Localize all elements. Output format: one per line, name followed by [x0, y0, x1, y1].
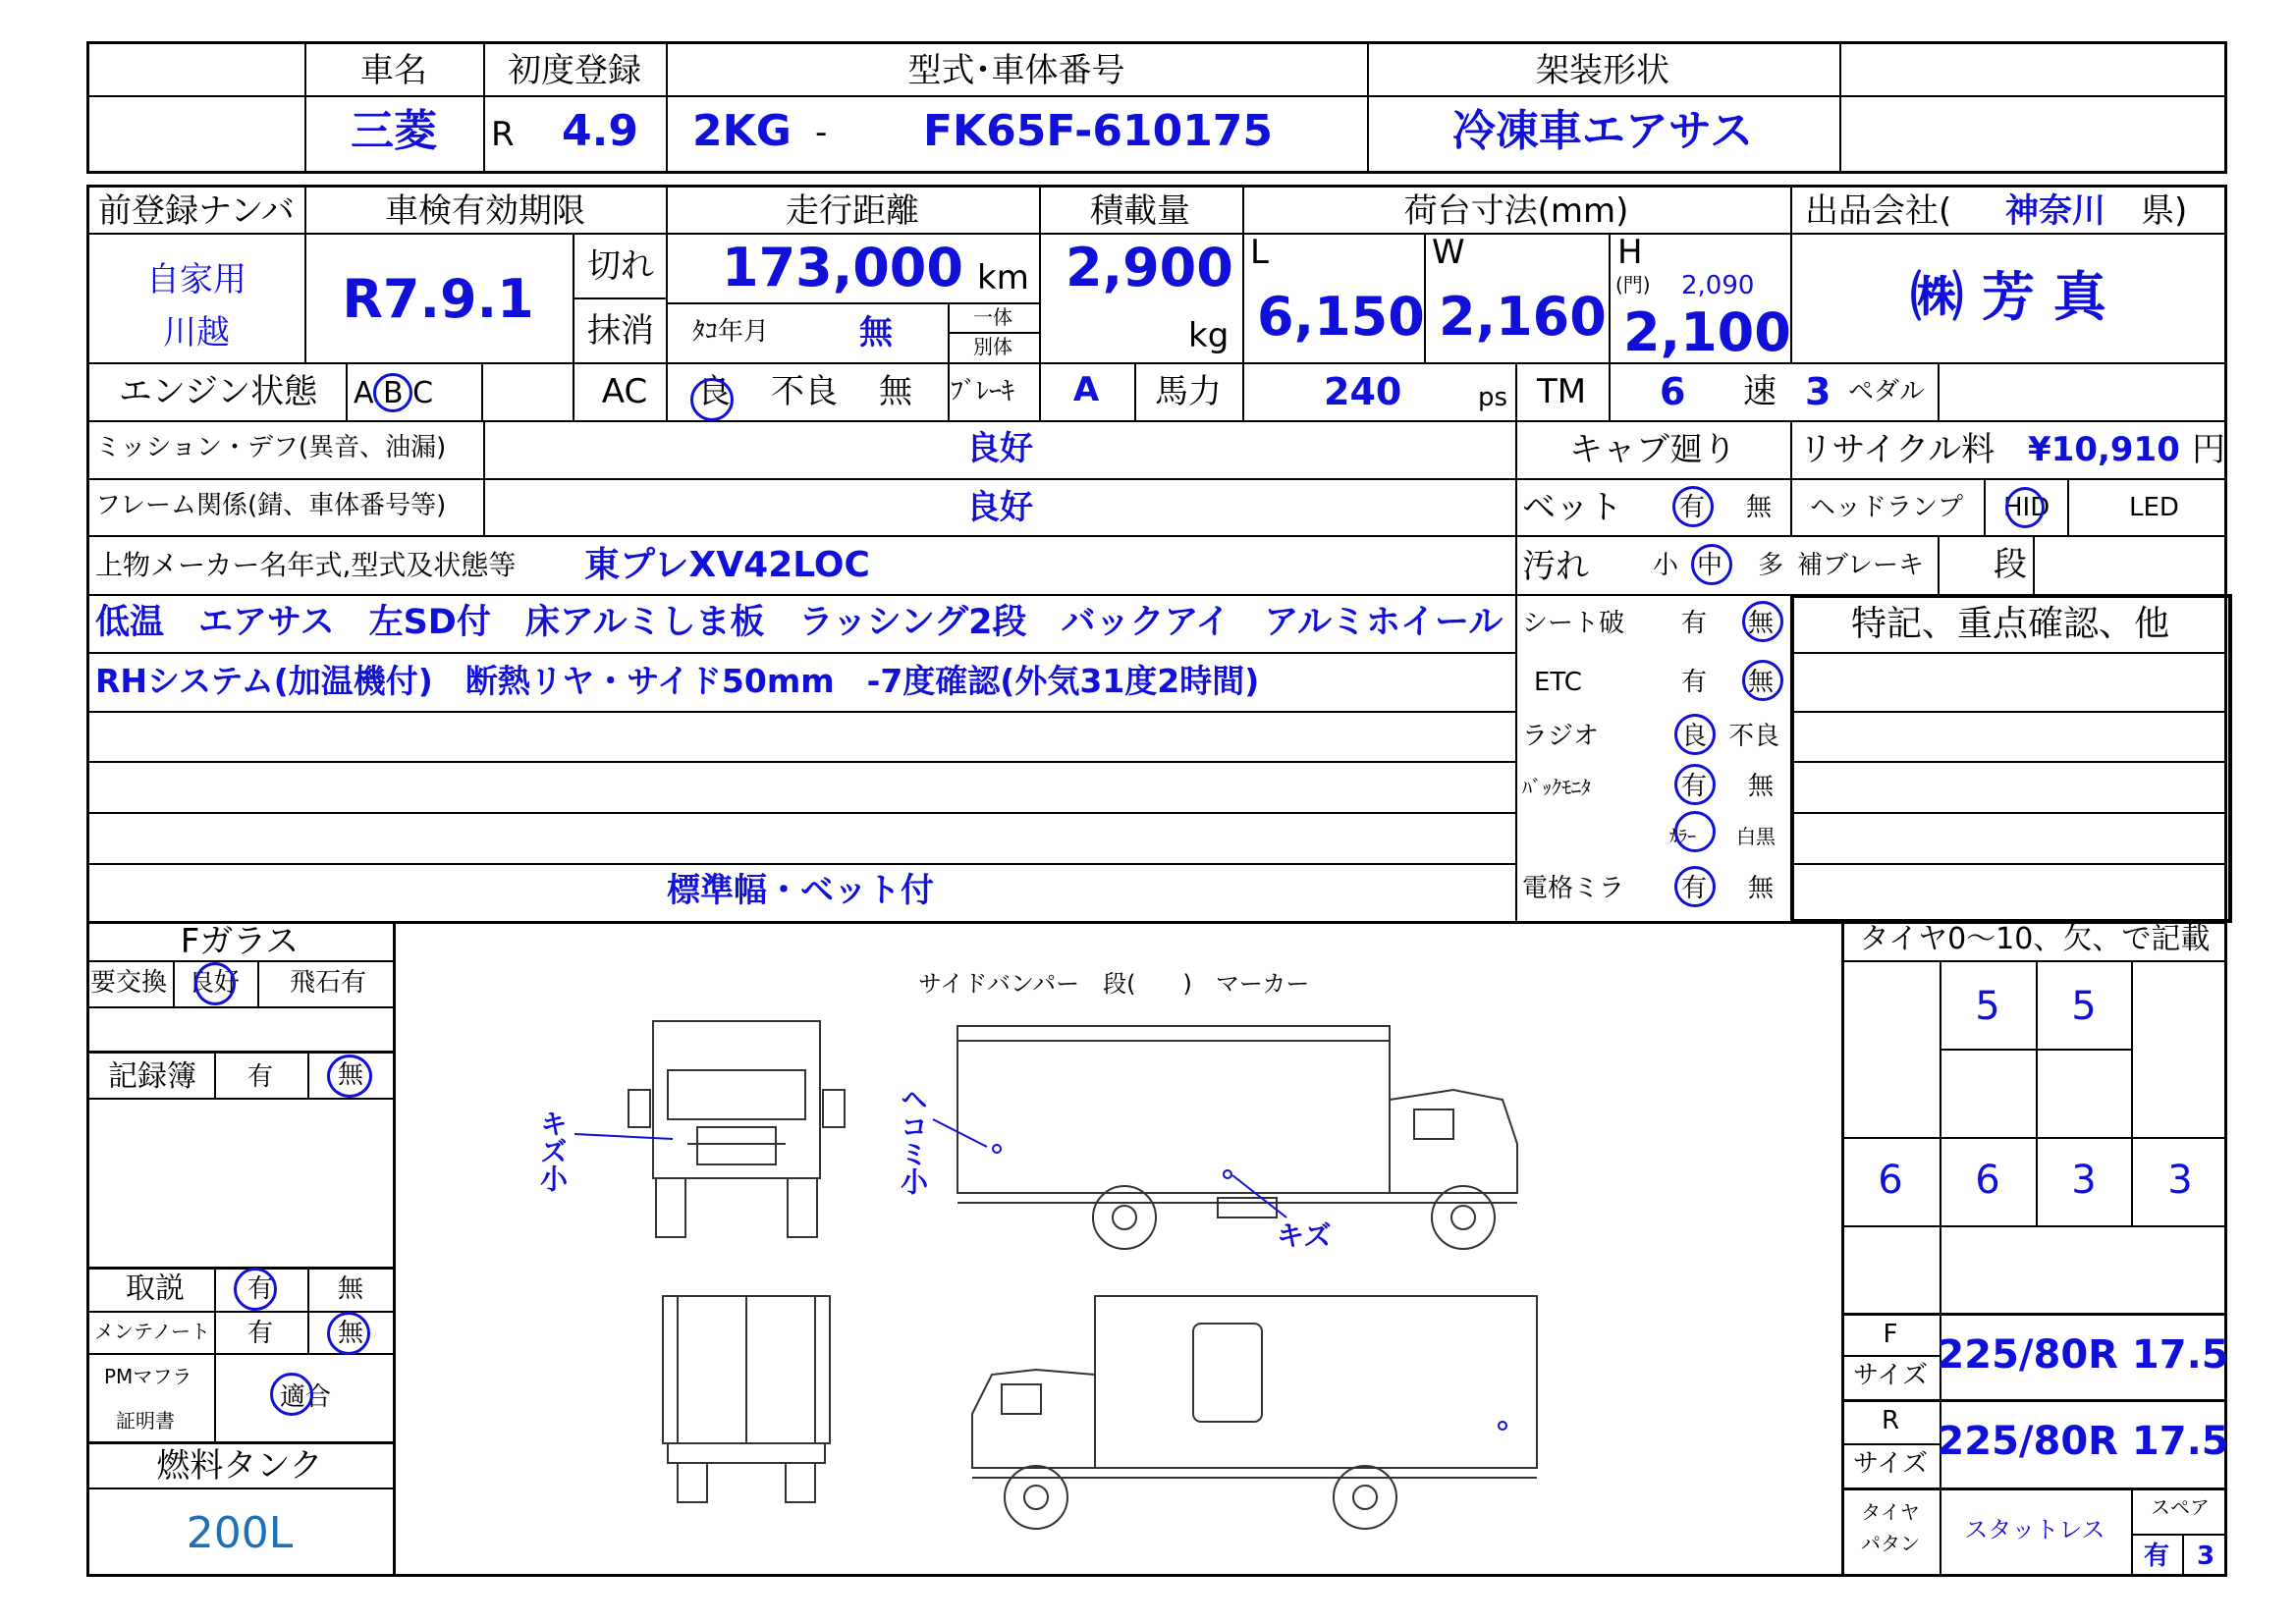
- rear-tyre-size: 225/80R 17.5: [1937, 1419, 2229, 1464]
- grid-line: [86, 420, 2227, 422]
- record-label: 記録簿: [108, 1059, 196, 1094]
- grid-line: [1841, 1399, 2227, 1402]
- radio-bad: 不良: [1728, 722, 1780, 751]
- tyre-front-right: 5: [2071, 984, 2097, 1029]
- km-unit: km: [977, 258, 1029, 298]
- body-label: 架装形状: [1536, 51, 1669, 90]
- scratch-note: キズ: [1277, 1219, 1332, 1252]
- seat-yes: 有: [1681, 609, 1708, 638]
- load-label: 積載量: [1090, 191, 1190, 231]
- bed-yes-circle: [1672, 486, 1714, 527]
- grid-line: [1839, 41, 1841, 174]
- cargo-height: 2,100: [1623, 301, 1791, 363]
- grid-line: [86, 711, 1515, 713]
- mirror-circle: [1674, 866, 1716, 907]
- maker-label: 上物メーカー名年式,型式及状態等: [95, 549, 517, 581]
- model-prefix: 2KG: [692, 106, 792, 156]
- grid-line: [1841, 921, 1844, 1577]
- grid-line: [86, 812, 1515, 814]
- grid-line: [1841, 1225, 2227, 1227]
- mirror-label: 電格ミラ: [1522, 874, 1625, 903]
- speed-label: 速: [1743, 372, 1777, 411]
- tm-speeds: 6: [1660, 370, 1686, 413]
- record-no-circle: [327, 1055, 372, 1098]
- backmon-no: 無: [1748, 772, 1775, 801]
- dirt-label: 汚れ: [1522, 547, 1589, 586]
- yen-label: 円: [2192, 430, 2225, 469]
- frame-status: 良好: [966, 488, 1033, 527]
- fuel-capacity: 200L: [186, 1508, 294, 1558]
- mirror-no: 無: [1748, 874, 1775, 903]
- cargo-length: 6,150: [1257, 286, 1425, 348]
- mission-status: 良好: [966, 429, 1033, 468]
- grid-line: [1242, 185, 1244, 362]
- first-reg-label: 初度登録: [508, 51, 641, 90]
- grid-line: [1515, 594, 1790, 596]
- pm-ok: 適合: [280, 1382, 332, 1412]
- grid-line: [86, 478, 2227, 480]
- grid-line: [666, 362, 668, 420]
- aux-brake: 段: [1994, 545, 2027, 584]
- seller-label-end: 県): [2141, 191, 2188, 231]
- hid-circle: [2005, 487, 2045, 528]
- bed-yes: 有: [1679, 493, 1706, 522]
- tyre-pattern: スタットレス: [1964, 1516, 2105, 1543]
- grid-line: [86, 233, 2227, 235]
- grid-line: [2131, 1488, 2133, 1577]
- grid-line: [393, 921, 396, 1577]
- tyre-front-left: 5: [1975, 984, 2000, 1029]
- record-no: 無: [338, 1060, 364, 1090]
- glass-good: 良好: [189, 968, 241, 998]
- grid-line: [86, 1051, 393, 1054]
- grid-line: [483, 420, 485, 536]
- cab-label: キャブ廻り: [1569, 430, 1736, 469]
- radio-good-circle: [1674, 714, 1716, 755]
- grid-line: [573, 362, 574, 420]
- rear-size-label: サイズ: [1853, 1449, 1928, 1479]
- grid-line: [1039, 185, 1041, 362]
- front-tyre-size: 225/80R 17.5: [1937, 1332, 2229, 1378]
- inspection-label: 車検有効期限: [385, 191, 585, 231]
- grid-line: [948, 362, 950, 420]
- record-yes: 有: [247, 1062, 274, 1092]
- ac-bad: 不良: [771, 372, 838, 411]
- grid-line: [86, 1098, 393, 1100]
- ps-unit: ps: [1478, 383, 1508, 412]
- grid-line: [2131, 960, 2133, 1225]
- brake-label: ﾌﾞﾚｰｷ: [951, 377, 1015, 406]
- grid-line: [1515, 362, 1517, 420]
- ac-good-circle: [690, 378, 734, 421]
- bumper-label: サイドバンパー 段( ) マーカー: [918, 970, 1310, 998]
- seat-no: 無: [1748, 609, 1775, 638]
- dirt-large: 多: [1758, 551, 1784, 580]
- rear-label: R: [1881, 1406, 1900, 1435]
- body-notes-line2: RHシステム(加温機付) 断熱リヤ・サイド50mm -7度確認(外気31度2時間): [95, 662, 1260, 700]
- dirt-medium: 中: [1697, 551, 1723, 580]
- pedal-label: ペダル: [1848, 377, 1926, 406]
- mirror-yes: 有: [1681, 874, 1708, 903]
- backmon-yes: 有: [1681, 772, 1708, 801]
- cancel-label: 抹消: [587, 311, 654, 351]
- grid-line: [1609, 362, 1611, 420]
- grid-line: [666, 41, 668, 174]
- pattern-label-bottom: パタン: [1861, 1532, 1920, 1555]
- grid-line: [86, 1006, 393, 1008]
- etc-yes: 有: [1681, 668, 1708, 697]
- dent-small-note: ヘコミ小: [897, 1085, 929, 1195]
- grid-line: [1039, 362, 1041, 420]
- plate-use: 自家用: [146, 260, 246, 299]
- grid-line: [1790, 761, 2227, 763]
- grid-line: [307, 1051, 309, 1098]
- pm-label: PMマフラ: [104, 1365, 192, 1388]
- load-capacity: 2,900: [1066, 237, 1233, 298]
- tm-label: TM: [1536, 372, 1587, 411]
- grid-line: [948, 332, 1039, 334]
- maker-model: 東プレXV42LOC: [584, 545, 870, 585]
- backmon-label: ﾊﾞｯｸﾓﾆﾀ: [1522, 776, 1591, 799]
- glass-label: Fガラス: [180, 922, 300, 961]
- meter-value: 無: [859, 313, 893, 352]
- color-circle: [1674, 811, 1716, 852]
- grid-line: [1790, 863, 2227, 865]
- hp-label: 馬力: [1155, 372, 1222, 411]
- pedal-count: 3: [1805, 370, 1831, 413]
- manual-label: 取説: [126, 1271, 185, 1306]
- meter-label: ﾀｺ年月: [692, 317, 770, 347]
- pattern-label-top: タイヤ: [1861, 1500, 1920, 1524]
- grid-line: [86, 1441, 393, 1444]
- maint-no: 無: [338, 1319, 364, 1348]
- unit-label: 一体: [973, 305, 1012, 329]
- tyre-rear-2: 6: [1975, 1158, 2000, 1203]
- prev-plate-label: 前登録ナンバ: [98, 191, 295, 231]
- grid-line: [86, 761, 1515, 763]
- maint-yes: 有: [247, 1319, 274, 1348]
- tyre-rear-1: 6: [1878, 1158, 1903, 1203]
- grid-line: [1515, 420, 1517, 924]
- horsepower: 240: [1324, 370, 1402, 413]
- door-label: (門): [1615, 273, 1651, 297]
- grid-line: [1841, 1355, 1940, 1357]
- manual-yes: 有: [247, 1274, 274, 1304]
- cert-label: 証明書: [116, 1409, 175, 1433]
- grid-line: [2182, 1534, 2184, 1577]
- maint-no-circle: [327, 1312, 370, 1355]
- spare-count: 3: [2196, 1542, 2215, 1571]
- grid-line: [666, 185, 668, 362]
- header-divider: [86, 95, 2227, 97]
- radio-label: ラジオ: [1522, 722, 1600, 751]
- grid-line: [483, 41, 485, 174]
- front-label: F: [1883, 1320, 1898, 1349]
- grid-line: [1940, 960, 1941, 1577]
- bed-no: 無: [1746, 493, 1773, 522]
- color-label: ｶﾗｰ: [1669, 827, 1696, 847]
- tyre-rear-3: 3: [2071, 1158, 2097, 1203]
- grid-line: [2131, 1534, 2227, 1536]
- grid-line: [86, 594, 1515, 596]
- scratch-small-note: キズ小: [536, 1109, 569, 1192]
- seller-prefecture: 神奈川: [2005, 191, 2105, 231]
- mission-label: ミッション・デフ(異音、油漏): [95, 433, 447, 462]
- ac-none: 無: [879, 372, 912, 411]
- engine-grades: A B C: [354, 376, 434, 410]
- door-height: 2,090: [1681, 271, 1755, 300]
- model-label: 型式･車体番号: [907, 51, 1125, 90]
- recycle-fee: ¥10,910: [2028, 430, 2180, 469]
- grid-line: [214, 1051, 216, 1098]
- car-name: 三菱: [351, 106, 437, 156]
- grid-line: [2036, 960, 2038, 1225]
- mileage-label: 走行距離: [786, 191, 919, 231]
- fuel-label: 燃料タンク: [156, 1446, 323, 1486]
- grid-line: [1984, 478, 1986, 535]
- grid-line: [1134, 362, 1136, 420]
- grid-line: [86, 652, 1515, 654]
- radio-good: 良: [1681, 722, 1708, 751]
- cargo-width: 2,160: [1439, 286, 1607, 348]
- seat-label: シート破: [1522, 609, 1625, 638]
- grid-line: [1242, 362, 1244, 420]
- grid-line: [1938, 362, 1940, 420]
- seller-label: 出品会社(: [1805, 191, 1952, 231]
- length-label: L: [1250, 233, 1269, 272]
- manual-yes-circle: [234, 1268, 277, 1311]
- headlamp-hid: HID: [2003, 493, 2050, 522]
- grid-line: [214, 1267, 216, 1441]
- seat-no-circle: [1742, 601, 1783, 642]
- grid-line: [1841, 1488, 2227, 1490]
- notes-title: 特記、重点確認、他: [1850, 604, 2170, 644]
- era: R: [491, 115, 515, 154]
- body-notes-line6: 標準幅・ベット付: [667, 871, 934, 910]
- separate-label: 別体: [973, 335, 1012, 358]
- dirt-small: 小: [1653, 551, 1679, 580]
- seller-name: ㈱ 芳 真: [1910, 266, 2106, 328]
- recycle-label: リサイクル料: [1799, 430, 1995, 469]
- grid-line: [1841, 960, 2227, 962]
- engine-label: エンジン状態: [118, 372, 318, 411]
- grid-line: [86, 863, 1515, 865]
- grid-line: [1790, 420, 1792, 536]
- grid-line: [86, 1488, 393, 1489]
- ac-good: 良: [697, 372, 731, 411]
- grid-line: [2067, 478, 2069, 535]
- kg-unit: kg: [1188, 316, 1230, 355]
- inspection-date: R7.9.1: [342, 268, 534, 330]
- grid-line: [1841, 1313, 2227, 1316]
- model-dash: -: [815, 113, 828, 152]
- grid-line: [307, 1267, 309, 1353]
- ac-label: AC: [601, 372, 648, 411]
- grid-line: [304, 185, 306, 362]
- grid-line: [346, 362, 348, 420]
- chassis-number: FK65F-610175: [923, 106, 1274, 156]
- grid-line: [1367, 41, 1369, 174]
- cargo-dims-label: 荷台寸法(mm): [1403, 191, 1629, 231]
- grid-line: [304, 41, 306, 174]
- grid-line: [86, 535, 2227, 537]
- grid-line: [481, 362, 483, 420]
- front-size-label: サイズ: [1853, 1361, 1928, 1390]
- spare-yes: 有: [2143, 1542, 2170, 1571]
- body-notes-line1: 低温 エアサス 左SD付 床アルミしま板 ラッシング2段 バックアイ アルミホイール: [95, 603, 1503, 642]
- mileage: 173,000: [722, 237, 963, 298]
- grid-line: [1841, 1137, 2227, 1139]
- grid-line: [257, 960, 259, 1006]
- aux-brake-label: 補ブレーキ: [1797, 551, 1924, 580]
- etc-no-circle: [1742, 660, 1783, 701]
- grid-line: [1790, 652, 2227, 654]
- maint-label: メンテノート: [94, 1320, 210, 1343]
- headlamp-led: LED: [2129, 493, 2179, 522]
- grid-line: [86, 1267, 393, 1270]
- width-label: W: [1432, 233, 1465, 272]
- etc-no: 無: [1748, 668, 1775, 697]
- grid-line: [1841, 1443, 1940, 1445]
- grid-line: [948, 302, 950, 362]
- glass-chip: 飛石有: [290, 968, 367, 998]
- dirt-circle: [1691, 544, 1732, 585]
- grid-line: [2033, 535, 2035, 594]
- brake-grade: A: [1072, 370, 1100, 409]
- spare-label: スペア: [2151, 1495, 2210, 1519]
- grid-line: [1790, 812, 2227, 814]
- height-label: H: [1617, 233, 1643, 272]
- grid-line: [1790, 711, 2227, 713]
- grid-line: [1938, 535, 1940, 594]
- plate-area: 川越: [163, 313, 230, 352]
- expired-label: 切れ: [587, 246, 654, 286]
- frame-label: フレーム関係(錆、車体番号等): [95, 491, 447, 520]
- backmon-circle: [1674, 764, 1716, 805]
- manual-no: 無: [338, 1274, 364, 1304]
- tyre-rear-4: 3: [2167, 1158, 2193, 1203]
- tyre-title: タイヤ0〜10、欠、で記載: [1859, 922, 2211, 956]
- pm-ok-circle: [270, 1373, 313, 1416]
- car-name-label: 車名: [360, 51, 427, 90]
- grid-line: [1609, 233, 1611, 362]
- etc-label: ETC: [1534, 668, 1582, 697]
- bw-label: 白黒: [1736, 825, 1776, 848]
- body-type: 冷凍車エアサス: [1451, 106, 1754, 156]
- grid-line: [173, 960, 175, 1006]
- bed-label: ベット: [1522, 488, 1622, 527]
- engine-grade-circle: [373, 373, 412, 412]
- first-reg: 4.9: [562, 106, 638, 156]
- grid-line: [573, 298, 666, 299]
- glass-good-circle: [194, 962, 236, 1005]
- grid-line: [666, 302, 1039, 304]
- headlamp-label: ヘッドランプ: [1810, 493, 1964, 522]
- grid-line: [86, 362, 2227, 364]
- glass-replace: 要交換: [90, 968, 168, 998]
